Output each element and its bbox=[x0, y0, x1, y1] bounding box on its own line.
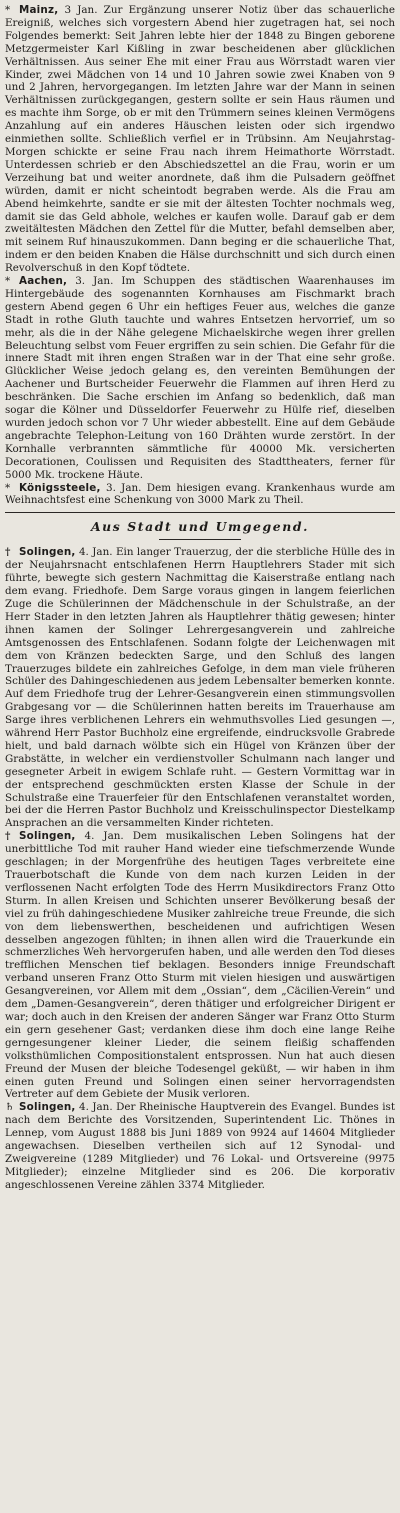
dateline-date: 4. Jan. bbox=[79, 1101, 113, 1114]
article-body: Im Schuppen des städtischen Waarenhauses im Hintergebäude des sogenannten Kornhauses am Fischmarkt brach gestern Abend gegen 6 Uhr ein heftiges Feuer aus, welches die ganze Stadt in rothe Gluth tauchte und wahres Entsetzen hervorrief, um so mehr, als die in der Nähe gelegene Michaelskirche wegen ihrer grellen Beleuchtung selbst vom Feuer ergriffen zu sein schien. Die Gefahr für die innere Stadt mit ihren engen Straßen war in der That eine sehr große. Glücklicher Weise jedoch gelang es, den vereinten Bemühungen der Aachener und Burtscheider Feuerwehr die Flammen auf ihren Herd zu beschränken. Die Sache erschien im Anfang so bedenklich, daß man sogar die Kölner und Düsseldorfer Feuerwehr zu Hülfe rief, dieselben wurden jedoch schon vor 7 Uhr wieder abbestellt. Eine auf dem Gebäude angebrachte Telephon-Leitung von 160 Drähten wurde zerstört. In der Kornhalle verbrannten sämmtliche für 40000 Mk. versicherten Decorationen, Coulissen und Requisiten des Stadttheaters, ferner für 5000 Mk. trockene Häute. bbox=[5, 275, 395, 481]
section-divider bbox=[5, 512, 395, 513]
dateline-date: 3. Jan. bbox=[105, 481, 142, 494]
news-item-koenigssteele bbox=[5, 482, 395, 508]
dateline-date: 3 Jan. bbox=[64, 4, 98, 16]
news-item-mainz bbox=[5, 4, 395, 275]
news-item-solingen-sturm bbox=[5, 830, 395, 1101]
dateline-place: Aachen, bbox=[19, 275, 68, 288]
dateline-place: Solingen, bbox=[19, 1101, 76, 1114]
news-item-solingen-bund bbox=[5, 1101, 395, 1191]
dateline-place: Mainz, bbox=[19, 4, 59, 16]
section-heading: Aus Stadt und Umgegend. bbox=[90, 519, 310, 535]
item-marker: * bbox=[5, 481, 11, 494]
item-marker: * bbox=[5, 275, 11, 288]
article-body: Ein langer Trauerzug, der die sterbliche Hülle des in der Neujahrsnacht entschlafenen Herrn Hauptlehrers Stader mit sich führte, bewegte sich gestern Nachmittag die Kaiserstraße entlang nach dem evang. Friedhofe. Dem Sarge voraus gingen in langem feierlichen Zuge die Schülerinnen der Mädchenschule in der Schulstraße, an der Herr Stader in den letzten Jahren als Hauptlehrer thätig gewesen; hinter ihnen kamen der Solinger Lehrergesangverein und zahlreiche Amtsgenossen des Entschlafenen. Sodann folgte der Leichenwagen mit dem von Kränzen bedeckten Sarge, und den Schluß des langen Trauerzuges bildete ein zahlreiches Gefolge, in dem man viele früheren Schüler des Dahingeschiedenen aus jedem Lebensalter bemerken konnte. Auf dem Friedhofe trug der Lehrer-Gesangverein einen stimmungsvollen Grabgesang vor — die Schülerinnen hatten bereits im Trauerhause am Sarge ihres verblichenen Lehrers ein wehmuthsvolles Lied gesungen —, während Herr Pastor Buchholz eine ergreifende, eindrucksvolle Grabrede hielt, und bald darnach wölbte sich ein Hügel von Kränzen über der Grabstätte, in welcher ein verdienstvoller Schulmann nach langer und gesegneter Arbeit in ewigem Schlafe ruht. — Gestern Vormittag war in der entsprechend geschmückten ersten Klasse der Schule in der Schulstraße eine Trauerfeier für den Entschlafenen veranstaltet worden, bei der die Herren Pastor Buchholz und Kreisschulinspector Diestelkamp Ansprachen an die versammelten Kinder richteten. bbox=[5, 546, 396, 830]
news-item-aachen bbox=[5, 275, 395, 482]
dateline-date: 4. Jan. bbox=[84, 830, 124, 843]
item-marker: * bbox=[5, 4, 11, 16]
heading-rule bbox=[159, 539, 241, 540]
dateline-place: Königssteele, bbox=[19, 481, 101, 494]
article-body: Zur Ergänzung unserer Notiz über das schauerliche Ereigniß, welches sich vorgestern Abend hier zugetragen hat, sei noch Folgendes bemerkt: Seit Jahren lebte hier der 1848 zu Bingen geborene Metzgermeister Karl Kißling in zwar bescheidenen aber glücklichen Verhältnissen. Aus seiner Ehe mit einer Frau aus Wörrstadt waren vier Kinder, zwei Mädchen von 14 und 10 Jahren sowie zwei Knaben von 9 und 2 Jahren, hervorgegangen. Im letzten Jahre war der Mann in seinen Verhältnissen zurückgegangen, gestern sollte er sein Haus räumen und es machte ihm Sorge, ob er mit den Trümmern seines kleinen Vermögens Anzahlung auf ein anderes Häuschen leisten oder sich irgendwo einmiethen sollte. Schließlich verfiel er in Trübsinn. Am Neujahrstag-Morgen schickte er seine Frau nach ihrem Heimathorte Wörrstadt. Unterdessen schrieb er den Abschiedszettel an die Frau, worin er um Verzeihung bat und weiter anordnete, daß ihm die Pulsadern geöffnet würden, damit er nicht scheintodt begraben werde. Als die Frau am Abend heimkehrte, sandte er sie mit der ältesten Tochter nochmals weg, damit sie das Geld abhole, welches er kaufen wolle. Darauf gab er dem zweitältesten Mädchen den Zettel für die Mutter, befahl demselben aber, mit seinem Ruf hinauszukommen. Dann beging er die schauerliche That, indem er den beiden Knaben die Hälse durchschnitt und sich durch einen Revolverschuß in den Kopf tödtete. bbox=[5, 4, 395, 275]
article-body: Dem musikalischen Leben Solingens hat der unerbittliche Tod mit rauher Hand wieder eine tiefschmerzende Wunde geschlagen; in der Morgenfrühe des heutigen Tages verbreitete eine Trauerbotschaft die Kunde von dem nach kurzen Leiden in der verflossenen Nacht erfolgten Tode des Herrn Musikdirectors Franz Otto Sturm. In allen Kreisen und Schichten unserer Bevölkerung besaß der viel zu früh dahingeschiedene Musiker zahlreiche treue Freunde, die sich von dem liebenswerthen, bescheidenen und aufrichtigen Wesen desselben angezogen fühlten; in ihnen allen wird die Trauerkunde ein schmerzliches Weh hervorgerufen haben, und alle werden den Tod dieses trefflichen Menschen tief beklagen. Besonders innige Freundschaft verband unseren Franz Otto Sturm mit vielen hiesigen und auswärtigen Gesangvereinen, vor Allem mit dem „Ossian“, dem „Cäcilien-Verein“ und dem „Damen-Gesangverein“, deren thätiger und erfolgreicher Dirigent er war; doch auch in den Kreisen der anderen Sänger war Franz Otto Sturm ein gern gesehener Gast; verdanken diese ihm doch eine lange Reihe gerngesungener kleiner Lieder, die seinem fleißig schaffenden volksthümlichen Compositionstalent entsprossen. Nun hat auch diesen Freund der Musen der bleiche Todesengel geküßt, — wir haben in ihm einen guten Freund und Solingen einen seiner hervorragendsten Vertreter auf dem Gebiete der Musik verloren. bbox=[5, 830, 395, 1101]
symbol-marker: ♄ bbox=[5, 1101, 15, 1114]
news-item-solingen-stader bbox=[5, 546, 395, 830]
article-body: Dem hiesigen evang. Krankenhaus wurde am Weihnachtsfest eine Schenkung von 3000 Mark zu Theil. bbox=[5, 481, 396, 507]
cross-marker: † bbox=[5, 830, 11, 843]
dateline-date: 4. Jan. bbox=[78, 546, 113, 559]
dateline-place: Solingen, bbox=[19, 546, 76, 559]
cross-marker: † bbox=[5, 546, 11, 559]
dateline-place: Solingen, bbox=[19, 830, 76, 843]
article-body: Der Rheinische Hauptverein des Evangel. Bundes ist nach dem Berichte des Vorsitzenden, Superintendent Lic. Thönes in Lennep, vom August 1888 bis Juni 1889 von 9924 auf 14604 Mitglieder angewachsen. Dieselben vertheilen sich auf 12 Synodal- und Zweigvereine (1289 Mitglieder) und 76 Lokal- und Ortsvereine (9975 Mitglieder); einzelne Mitglieder sind es 206. Die korporativ angeschlossenen Vereine zählen 3374 Mitglieder. bbox=[5, 1101, 396, 1191]
dateline-date: 3. Jan. bbox=[75, 275, 114, 288]
